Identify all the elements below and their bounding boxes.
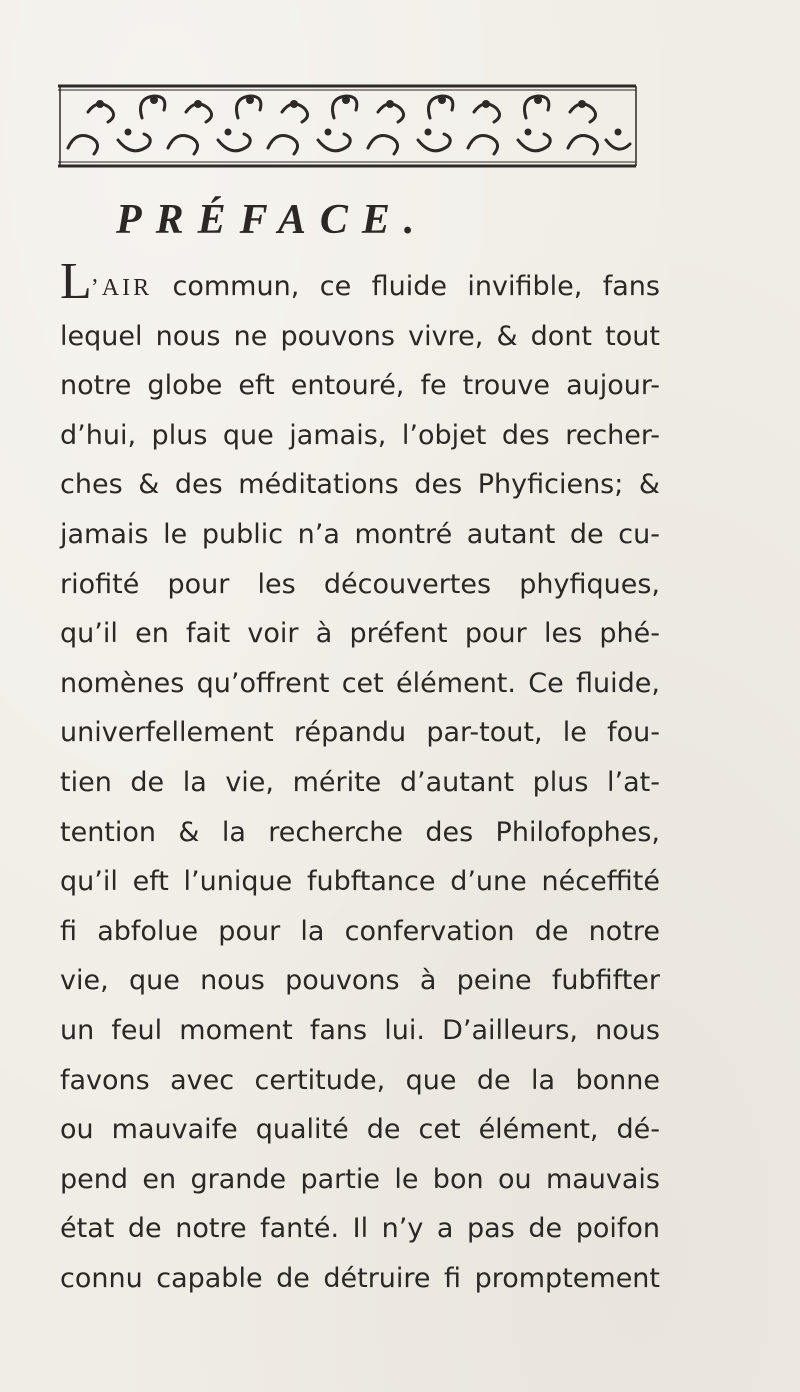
text-line: vie, que nous pouvons à peine fubfifter [60,965,660,997]
preface-paragraph [60,253,660,1303]
text-line: L’AIR commun, ce fluide invifible, fans [60,253,660,310]
ornamental-header-band [58,82,638,168]
text-line: qu’il en fait voir à préfent pour les phé- [60,618,660,650]
text-line: ou mauvaife qualité de cet élément, dé- [60,1114,660,1146]
text-line: connu capable de détruire fi promptement [60,1262,660,1294]
text-line: favons avec certitude, que de la bonne [60,1064,660,1096]
text-line: tien de la vie, mérite d’autant plus l’at- [60,766,660,798]
fleuron-ornament-icon [58,82,638,168]
text-line: univerfellement répandu par-tout, le fou- [60,717,660,749]
text-line: un feul moment fans lui. D’ailleurs, nous [60,1014,660,1046]
lead-word: ’AIR [90,275,153,301]
text-line: fi abfolue pour la confervation de notre [60,915,660,947]
text-line: nomènes qu’offrent cet élément. Ce fluide, [60,667,660,699]
text-line: d’hui, plus que jamais, l’objet des recher- [60,419,660,451]
text-line: état de notre fanté. Il n’y a pas de poifon [60,1213,660,1245]
text-line: riofité pour les découvertes phyfiques, [60,568,660,600]
text-line: notre globe eft entouré, fe trouve aujour- [60,370,660,402]
text-line: qu’il eft l’unique fubftance d’une néceffité [60,866,660,898]
drop-cap: L [60,253,91,310]
text-line: jamais le public n’a montré autant de cu- [60,518,660,550]
text-line: ches & des méditations des Phyficiens; & [60,469,660,501]
page-title: PRÉFACE. [116,197,429,243]
text-line: tention & la recherche des Philofophes, [60,816,660,848]
text-line: lequel nous ne pouvons vivre, & dont tout [60,320,660,352]
text-line: pend en grande partie le bon ou mauvais [60,1163,660,1195]
